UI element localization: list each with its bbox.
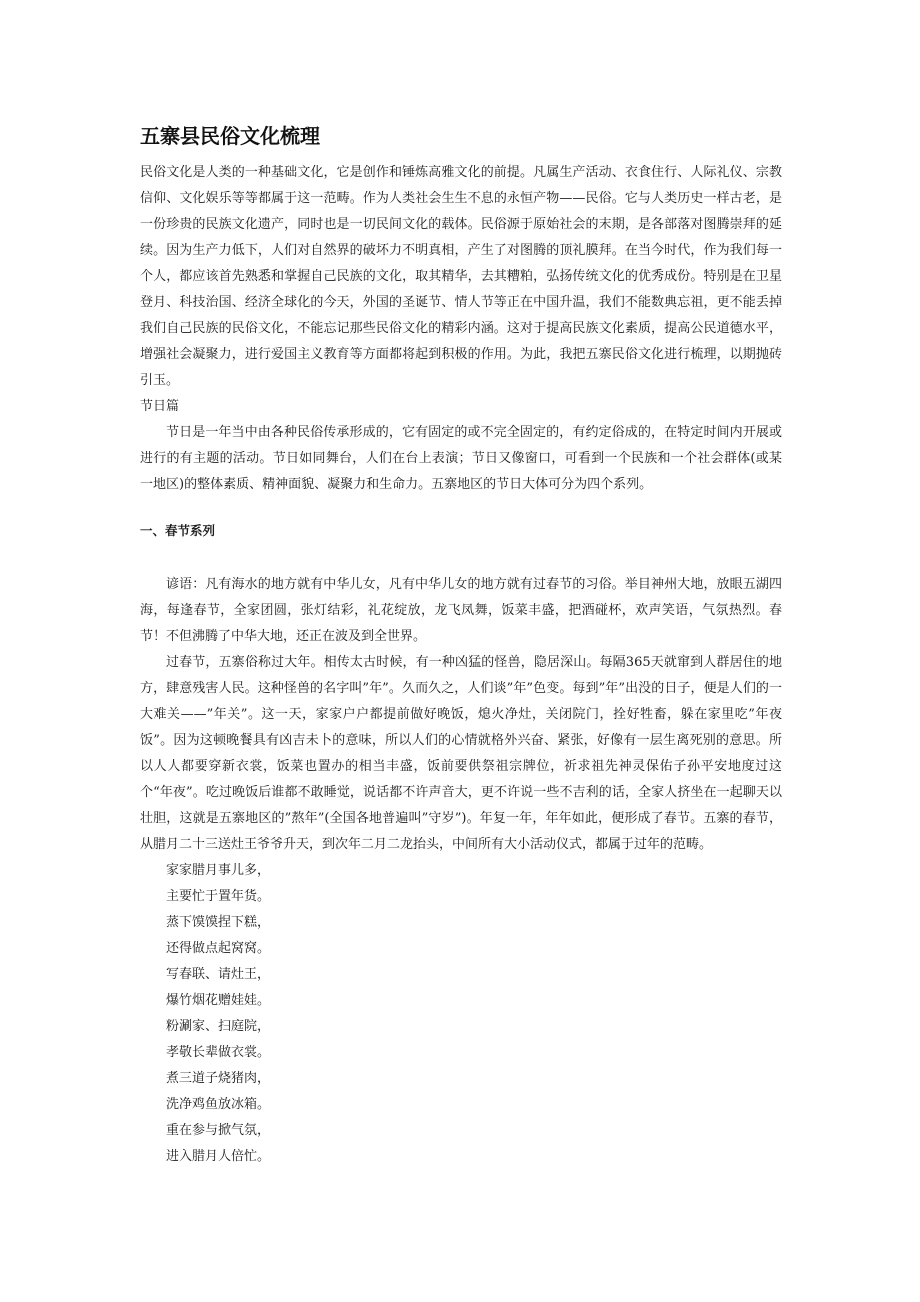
verse-line: 洗净鸡鱼放冰箱。	[166, 1097, 271, 1112]
verse-line: 爆竹烟花赠娃娃。	[166, 993, 271, 1008]
verse-line: 进入腊月人倍忙。	[166, 1149, 271, 1164]
chapter-label: 节日篇	[140, 399, 180, 414]
proverb-paragraph: 谚语：凡有海水的地方就有中华儿女，凡有中华儿女的地方就有过春节的习俗。举目神州大地，放眼五湖四海，每逢春节，全家团圆，张灯结彩，礼花绽放，龙飞凤舞，饭菜丰盛，把酒碰杯，欢声笑语，气氛热烈。春节！不但沸腾了中华大地，还正在波及到全世界。	[140, 577, 782, 644]
verse-line: 写春联、请灶王，	[166, 967, 271, 982]
verse-line: 主要忙于置年货。	[166, 889, 271, 904]
section-heading: 一、春节系列	[140, 523, 216, 538]
chapter-intro-paragraph: 节日是一年当中由各种民俗传承形成的，它有固定的或不完全固定的，有约定俗成的，在特定时间内开展或进行的有主题的活动。节日如同舞台，人们在台上表演；节日又像窗口，可看到一个民族和一个社会群体(或某一地区)的整体素质、精神面貌、凝聚力和生命力。五寨地区的节日大体可分为四个系列。	[140, 425, 782, 492]
verse-line: 煮三道子烧猪肉，	[166, 1071, 271, 1086]
legend-paragraph: 过春节，五寨俗称过大年。相传太古时候，有一种凶猛的怪兽，隐居深山。每隔365天就窜到人群居住的地方，肆意残害人民。这种怪兽的名字叫”年”。久而久之，人们谈”年”色变。每到”年”出没的日子，便是人们的一大难关——”年关”。这一天，家家户户都提前做好晚饭，熄火净灶，关闭院门，拴好牲畜，躲在家里吃”年夜饭”。因为这顿晚餐具有凶吉未卜的意味，所以人们的心情就格外兴奋、紧张，好像有一层生离死别的意思。所以人人都要穿新衣裳，饭菜也置办的相当丰盛，饭前要供祭祖宗牌位，祈求祖先神灵保佑子孙平安地度过这个“年夜”。吃过晚饭后谁都不敢睡觉，说话都不许声音大，更不许说一些不吉利的话，全家人挤坐在一起聊天以壮胆，这就是五寨地区的”熬年”(全国各地普遍叫”守岁”)。年复一年，年年如此，便形成了春节。五寨的春节，从腊月二十三送灶王爷爷升天，到次年二月二龙抬头，中间所有大小活动仪式，都属于过年的范畴。	[140, 655, 782, 852]
verse-line: 蒸下馍馍捏下糕，	[166, 915, 271, 930]
verse-line: 粉涮家、扫庭院，	[166, 1019, 271, 1034]
verse-list	[140, 858, 782, 1170]
verse-line: 还得做点起窝窝。	[166, 941, 271, 956]
verse-line: 孝敬长辈做衣裳。	[166, 1045, 271, 1060]
verse-line: 重在参与掀气氛，	[166, 1123, 271, 1138]
document-body	[140, 118, 782, 1170]
document-title: 五寨县民俗文化梳理	[140, 124, 320, 148]
verse-line: 家家腊月事儿多，	[166, 863, 271, 878]
intro-paragraph: 民俗文化是人类的一种基础文化，它是创作和锤炼高雅文化的前提。凡属生产活动、衣食住行、人际礼仪、宗教信仰、文化娱乐等等都属于这一范畴。作为人类社会生生不息的永恒产物——民俗。它与人类历史一样古老，是一份珍贵的民族文化遗产，同时也是一切民间文化的载体。民俗源于原始社会的末期，是各部落对图腾崇拜的延续。因为生产力低下，人们对自然界的破坏力不明真相，产生了对图腾的顶礼膜拜。在当今时代，作为我们每一个人，都应该首先熟悉和掌握自己民族的文化，取其精华，去其糟粕，弘扬传统文化的优秀成份。特别是在卫星登月、科技治国、经济全球化的今天，外国的圣诞节、情人节等正在中国升温，我们不能数典忘祖，更不能丢掉我们自己民族的民俗文化，不能忘记那些民俗文化的精彩内涵。这对于提高民族文化素质，提高公民道德水平，增强社会凝聚力，进行爱国主义教育等方面都将起到积极的作用。为此，我把五寨民俗文化进行梳理，以期抛砖引玉。	[140, 165, 782, 388]
